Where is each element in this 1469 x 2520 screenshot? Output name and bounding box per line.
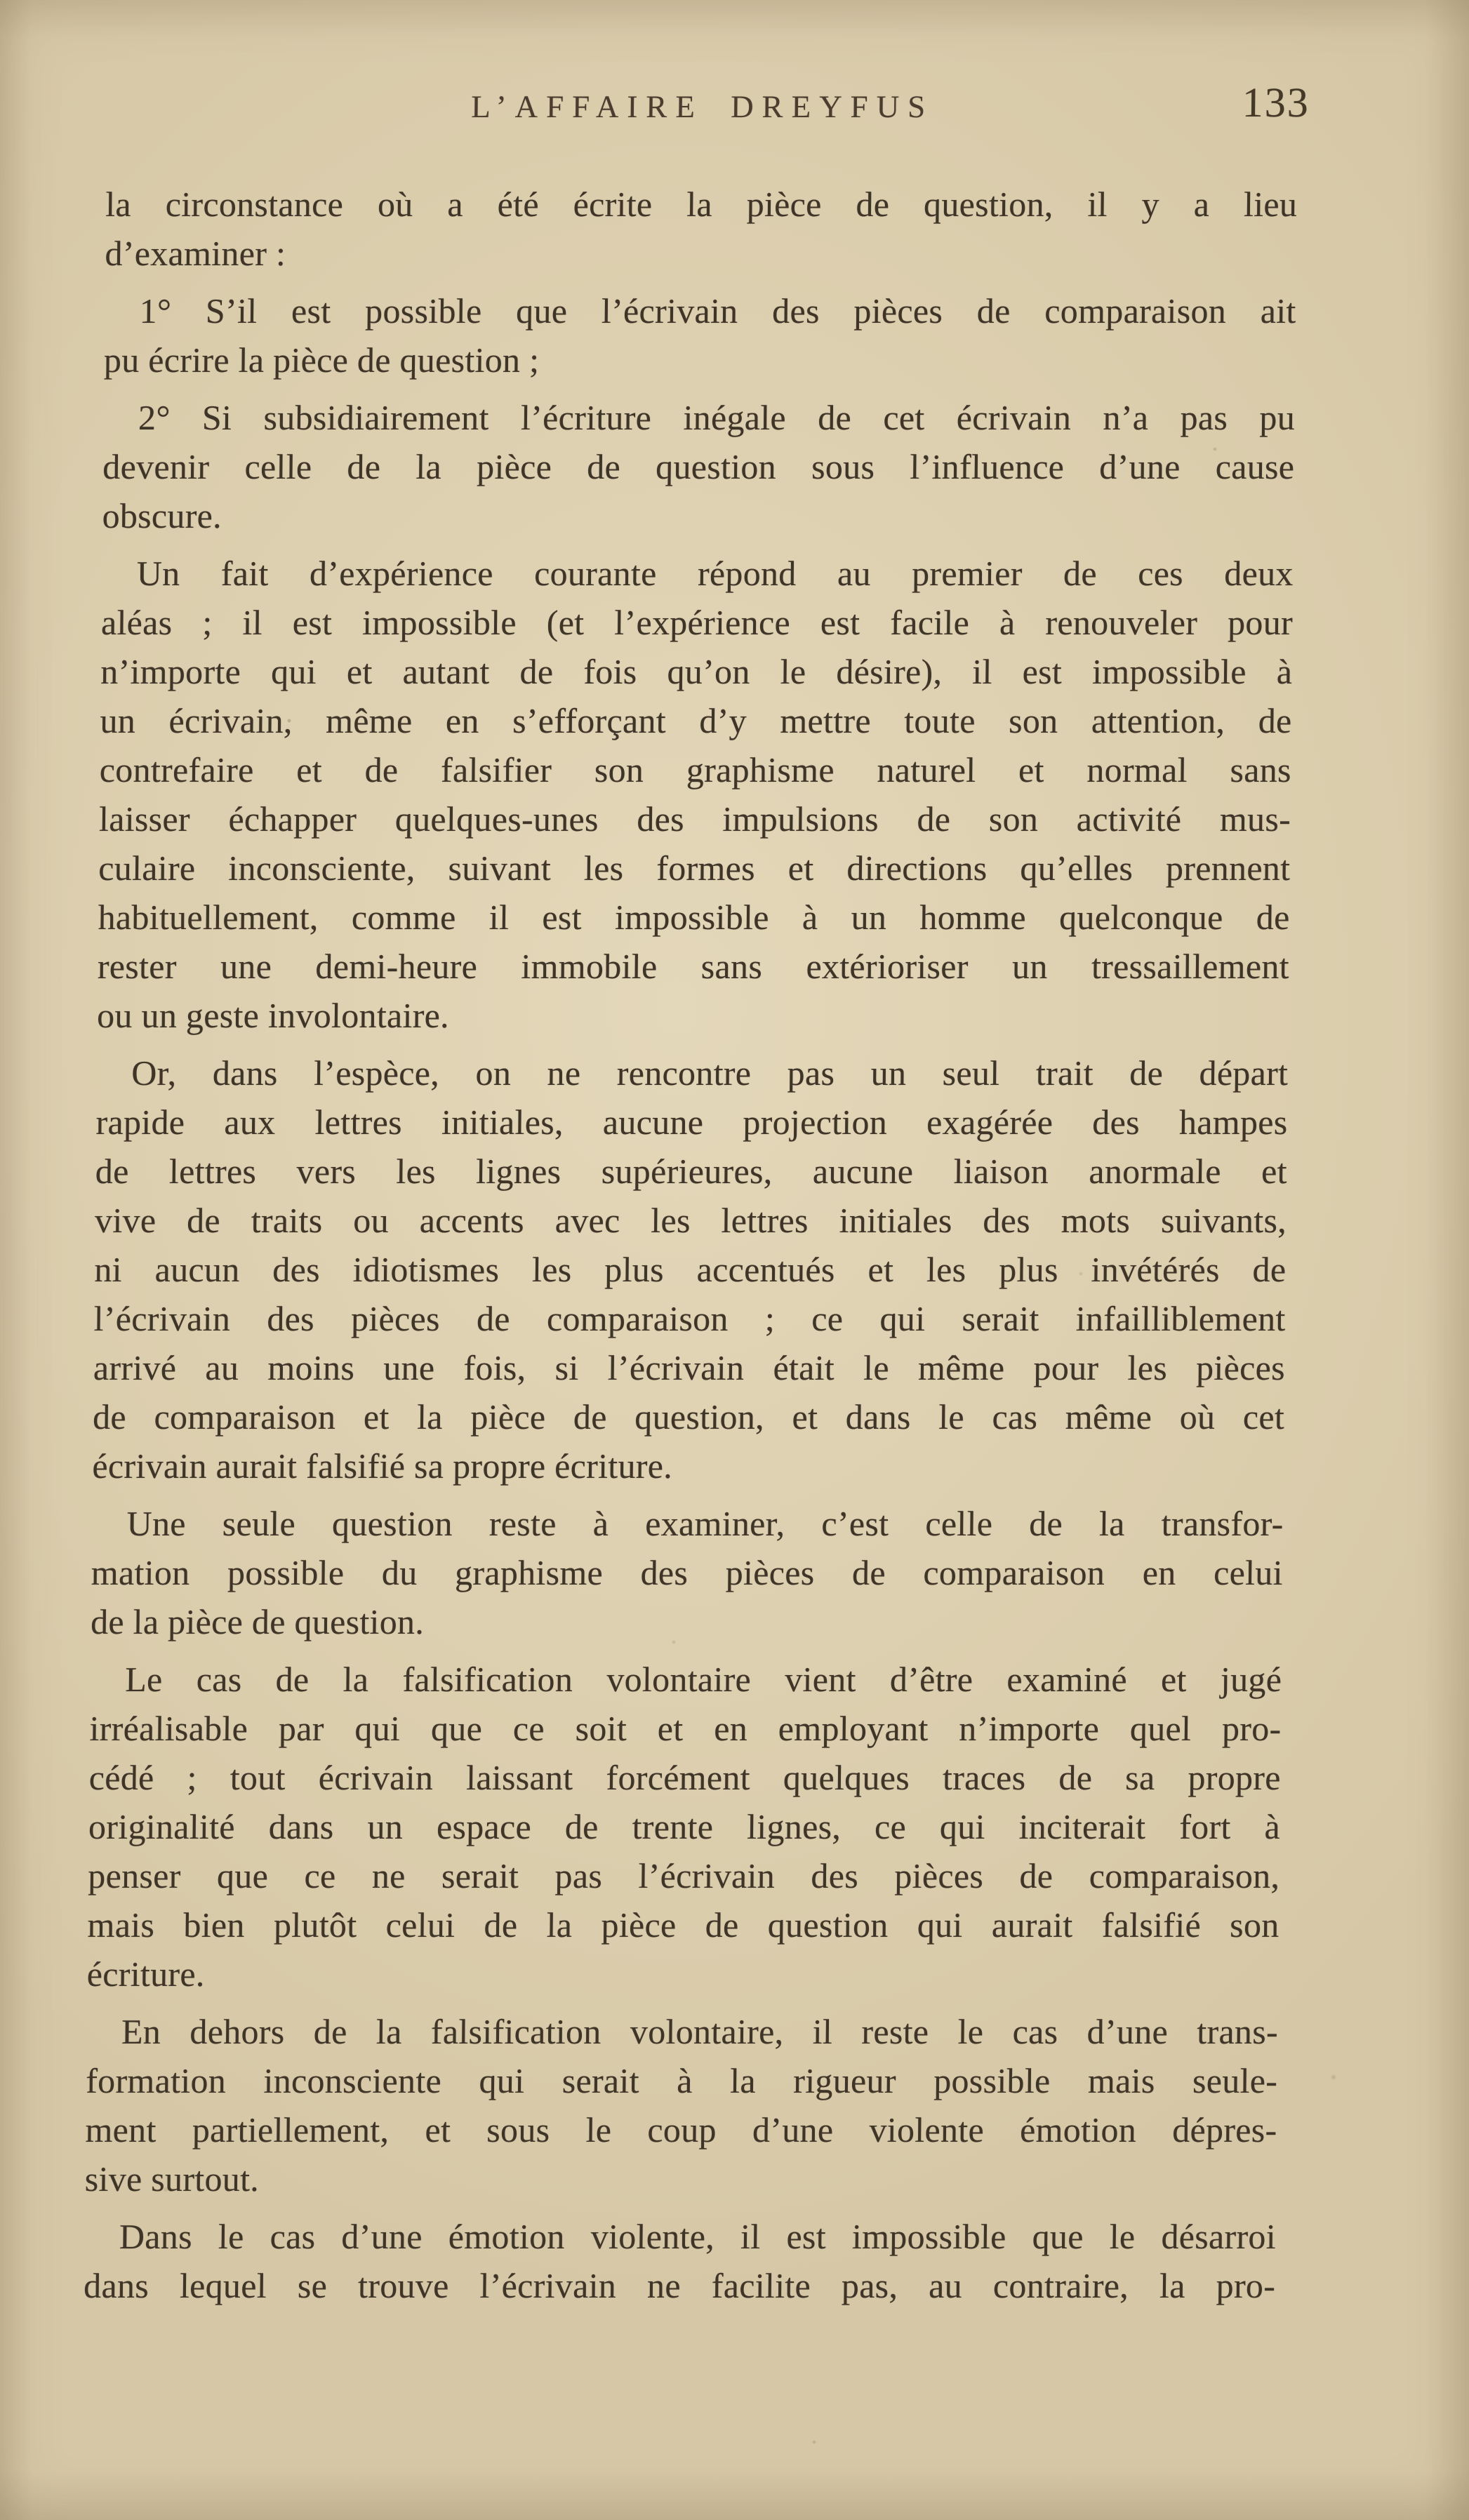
text-line: irréalisable par qui que ce soit et en employant n’importe quel pro-	[89, 1709, 1282, 1748]
text-line: penser que ce ne serait pas l’écrivain des pièces de comparaison,	[88, 1856, 1280, 1895]
paragraph	[86, 1655, 1282, 1999]
text-line: Le cas de la falsification volontaire vient d’être examiné et jugé	[124, 1660, 1282, 1699]
text-line: écriture.	[86, 1954, 206, 1994]
text-line: arrivé au moins une fois, si l’écrivain était le même pour les pièces	[93, 1348, 1286, 1387]
text-line: originalité dans un espace de trente lignes, ce qui inciterait fort à	[88, 1807, 1281, 1846]
running-header	[106, 79, 1310, 126]
text-line: cédé ; tout écrivain laissant forcément quelques traces de sa propre	[88, 1758, 1282, 1797]
text-line: de la pièce de question.	[90, 1602, 425, 1641]
page-content	[83, 79, 1310, 2310]
text-line: Une seule question reste à examiner, c’est celle de la transfor-	[126, 1504, 1284, 1543]
text-line: obscure.	[102, 496, 222, 535]
text-line: ment partiellement, et sous le coup d’une violente émotion dépres-	[85, 2110, 1277, 2149]
paragraph	[105, 180, 1297, 278]
paragraph	[92, 1048, 1289, 1491]
text-line: de lettres vers les lignes supérieures, aucune liaison anormale et	[95, 1152, 1288, 1191]
text-line: d’examiner :	[105, 234, 286, 273]
text-line: pu écrire la pièce de question ;	[103, 340, 540, 380]
running-title: L’AFFAIRE DREYFUS	[471, 89, 934, 124]
text-line: devenir celle de la pièce de question sous l’influence d’une cause	[102, 447, 1295, 486]
text-line: laisser échapper quelques-unes des impulsions de son activité mus-	[98, 799, 1291, 839]
paragraph	[102, 393, 1295, 540]
body-text	[84, 180, 1298, 2310]
paragraph	[91, 1499, 1284, 1646]
text-line: 2° Si subsidiairement l’écriture inégale de cet écrivain n’a pas pu	[138, 398, 1296, 437]
text-line: culaire inconsciente, suivant les formes et directions qu’elles prennent	[98, 848, 1291, 888]
text-line: ni aucun des idiotismes les plus accentués et les plus invétérés de	[94, 1250, 1287, 1289]
text-line: rester une demi-heure immobile sans extérioriser un tressaillement	[97, 947, 1290, 986]
text-line: sive surtout.	[84, 2159, 260, 2199]
paragraph	[84, 2007, 1278, 2204]
text-line: vive de traits ou accents avec les lettres initiales des mots suivants,	[94, 1201, 1287, 1240]
text-line: mation possible du graphisme des pièces de comparaison en celui	[91, 1553, 1284, 1592]
text-line: n’importe qui et autant de fois qu’on le désire), il est impossible à	[100, 652, 1293, 691]
text-line: rapide aux lettres initiales, aucune projection exagérée des hampes	[95, 1102, 1288, 1142]
text-line: aléas ; il est impossible (et l’expérience est facile à renouveler pour	[100, 603, 1294, 642]
text-line: de comparaison et la pièce de question, et dans le cas même où cet	[92, 1397, 1285, 1436]
text-line: écrivain aurait falsifié sa propre écriture.	[92, 1446, 673, 1486]
text-line: habituellement, comme il est impossible à un homme quelconque de	[98, 898, 1290, 937]
text-line: dans lequel se trouve l’écrivain ne facilite pas, au contraire, la pro-	[83, 2266, 1276, 2305]
text-line: Un fait d’expérience courante répond au premier de ces deux	[136, 554, 1294, 593]
text-line: un écrivain, même en s’efforçant d’y mettre toute son attention, de	[100, 701, 1292, 740]
paragraph	[84, 2212, 1276, 2310]
text-line: 1° S’il est possible que l’écrivain des pièces de comparaison ait	[139, 291, 1296, 331]
page-number: 133	[1242, 79, 1310, 126]
text-line: En dehors de la falsification volontaire, il reste le cas d’une trans-	[121, 2012, 1279, 2051]
paragraph	[104, 286, 1296, 385]
text-line: la circonstance où a été écrite la pièce de question, il y a lieu	[105, 185, 1298, 224]
text-line: l’écrivain des pièces de comparaison ; ce qui serait infailliblement	[93, 1299, 1286, 1338]
text-line: contrefaire et de falsifier son graphisme naturel et normal sans	[99, 750, 1292, 789]
text-line: formation inconsciente qui serait à la rigueur possible mais seule-	[85, 2061, 1278, 2100]
text-line: mais bien plutôt celui de la pièce de question qui aurait falsifié son	[87, 1905, 1279, 1945]
paragraph	[97, 549, 1294, 1040]
text-line: ou un geste involontaire.	[96, 996, 450, 1035]
text-line: Or, dans l’espèce, on ne rencontre pas un seul trait de départ	[131, 1053, 1289, 1093]
text-line: Dans le cas d’une émotion violente, il est impossible que le désarroi	[119, 2217, 1277, 2256]
